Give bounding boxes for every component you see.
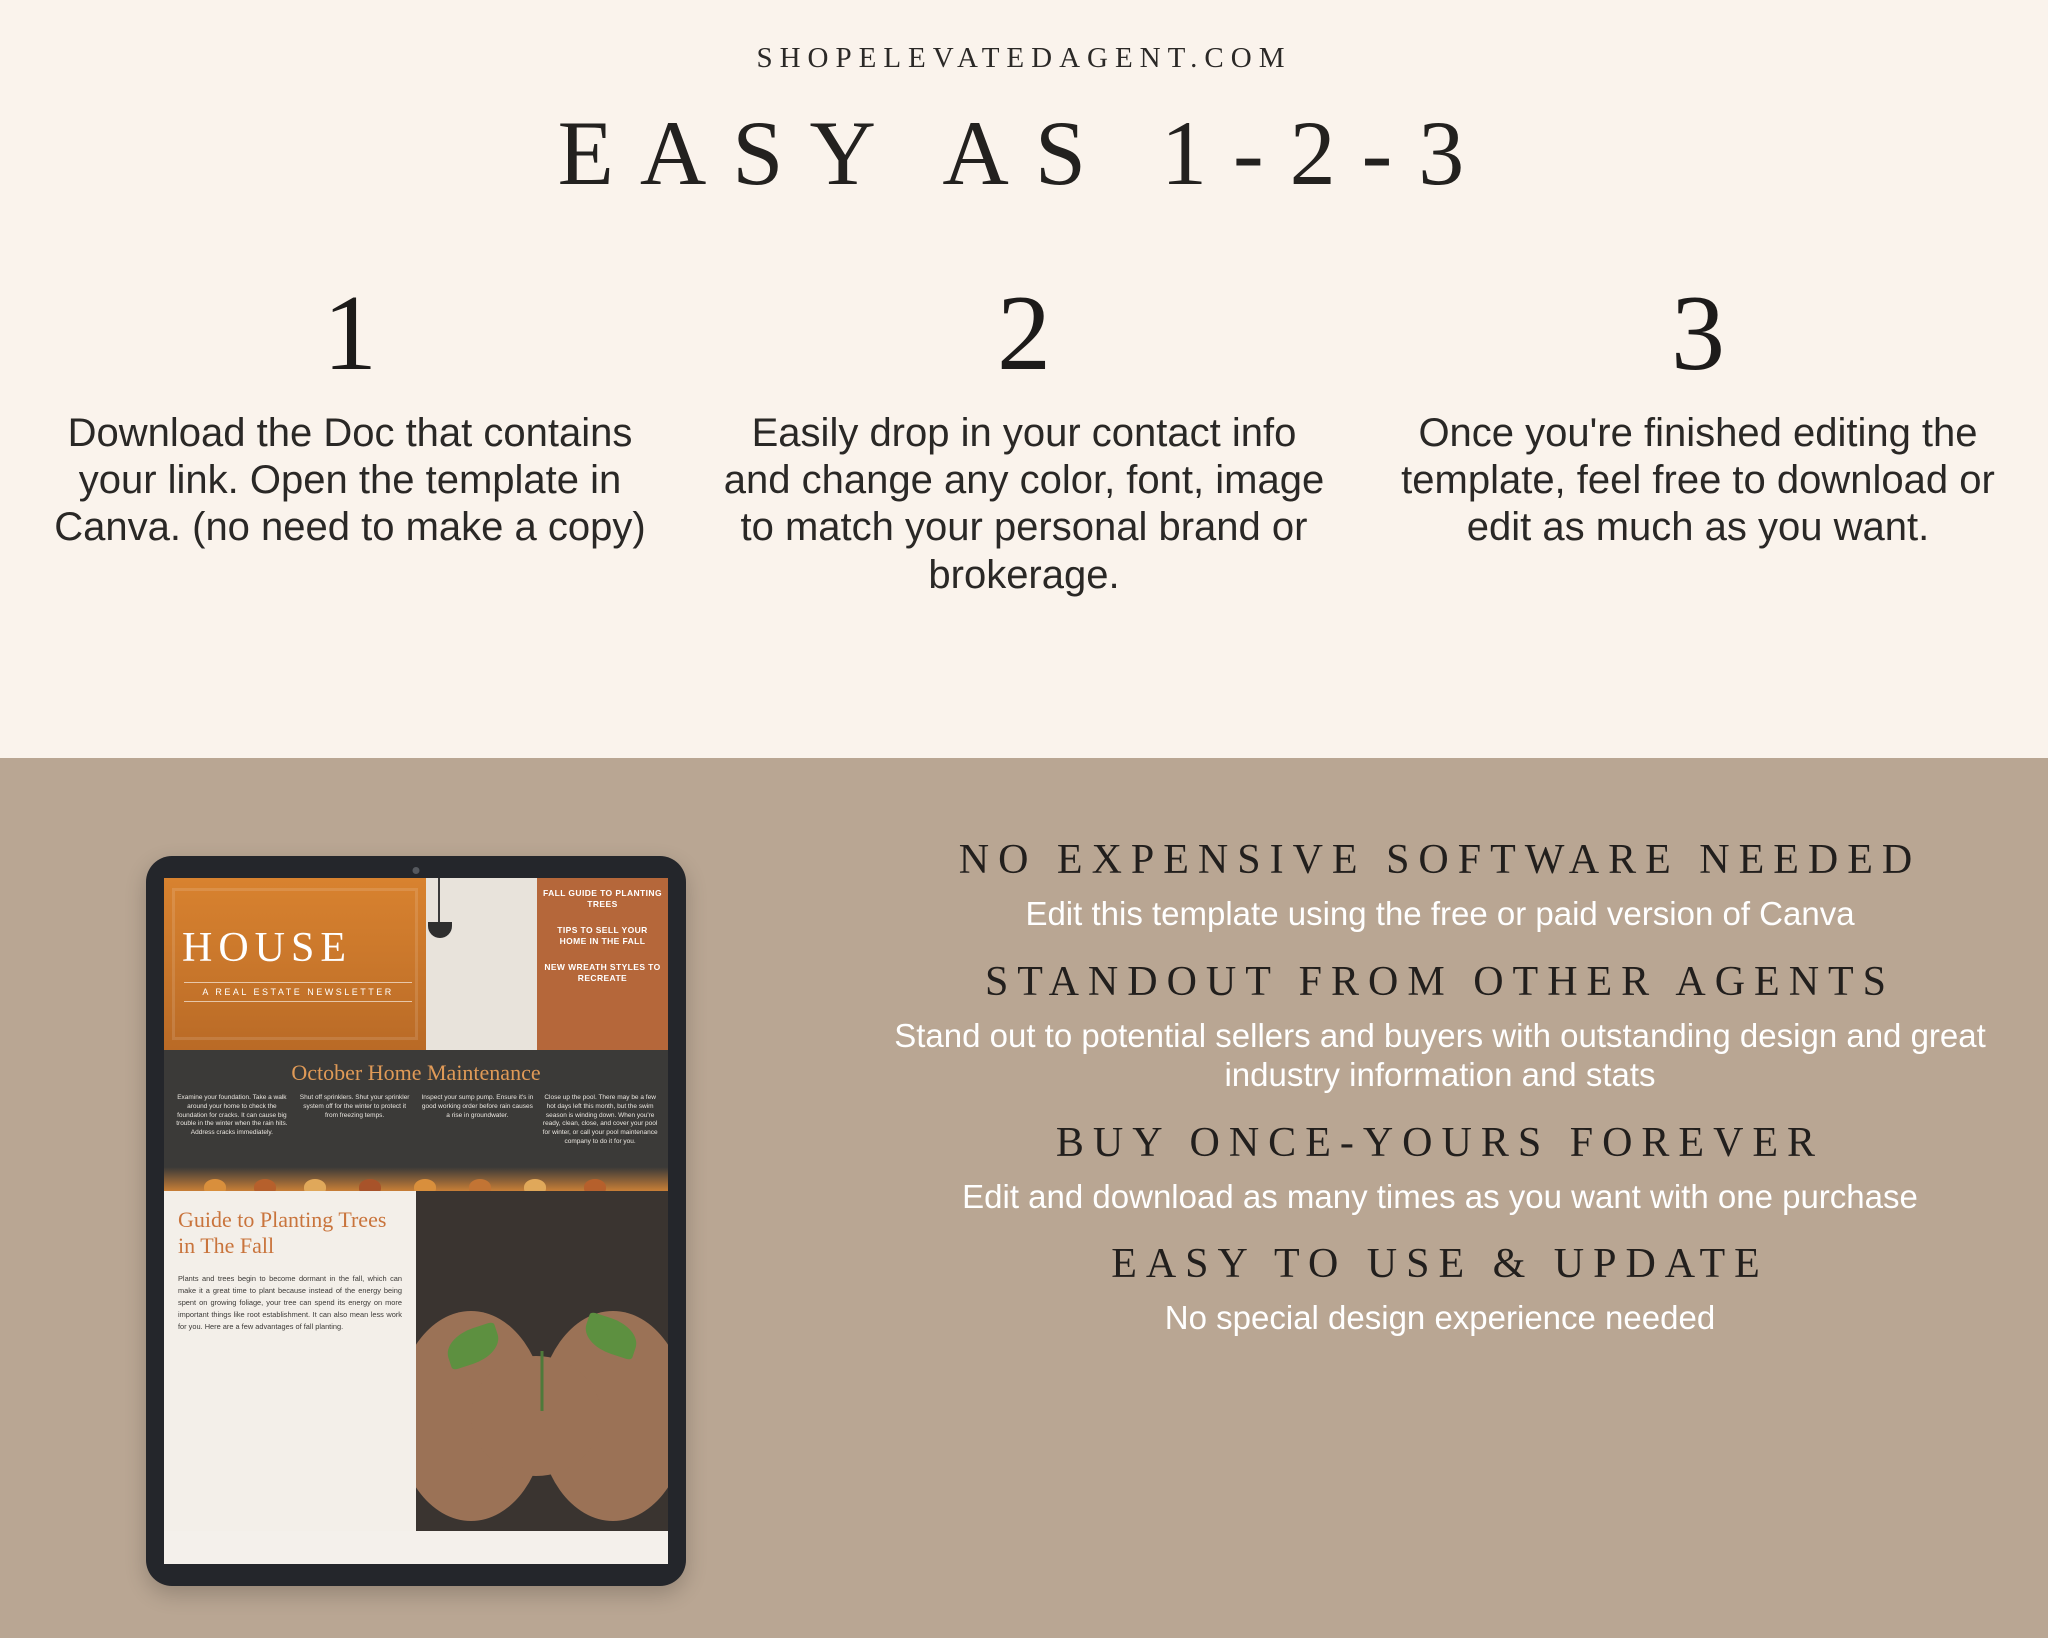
newsletter-lower (164, 1191, 668, 1531)
step-text-3: Once you're finished editing the template, feel free to download or edit as much as you want. (1401, 411, 1995, 550)
maintenance-col-3: Inspect your sump pump. Ensure it's in good working order before rain causes a rise in groundwater. (421, 1094, 534, 1119)
step-item-2 (704, 274, 1344, 599)
maintenance-col-2: Shut off sprinklers. Shut your sprinkler system off for the winter to protect it from freezing temps. (299, 1094, 410, 1119)
newsletter-hero (164, 878, 668, 1050)
maintenance-col-1: Examine your foundation. Take a walk around your home to check the foundation for cracks. It can cause big trouble in the winter when the rain hits. Address cracks immediately. (176, 1094, 288, 1137)
feature-body-2: Stand out to potential sellers and buyers with outstanding design and great industry information and stats (894, 1016, 1986, 1094)
newsletter-title: HOUSE (182, 925, 353, 971)
feature-heading-4: EASY TO USE & UPDATE (1111, 1241, 1769, 1288)
step-text-1: Download the Doc that contains your link. Open the template in Canva. (no need to make a copy) (54, 411, 646, 550)
feature-heading-1: NO EXPENSIVE SOFTWARE NEEDED (958, 837, 1922, 883)
feature-list (880, 836, 2000, 1338)
guide-body: Plants and trees begin to become dormant in the fall, which can make it a great time to plant because instead of the energy being spent on growing foliage, your tree can spend its energy on more important things like root establishment. It can also mean less work for you. Here are a few advantages of fall planting. (178, 1274, 402, 1331)
site-url: SHOPELEVATEDAGENT.COM (756, 42, 1292, 74)
guide-title: Guide to Planting Trees in The Fall (178, 1206, 387, 1258)
feature-body-4: No special design experience needed (1164, 1299, 1716, 1337)
maintenance-title: October Home Maintenance (291, 1060, 541, 1085)
headline-item-1: FALL GUIDE TO PLANTING TREES (542, 888, 662, 910)
tablet-mockup (146, 856, 686, 1586)
sprout-icon (541, 1351, 544, 1411)
feature-heading-3: BUY ONCE-YOURS FOREVER (1055, 1119, 1825, 1166)
camera-icon (413, 867, 420, 874)
leaves-decoration (164, 1157, 668, 1191)
headline-item-3: NEW WREATH STYLES TO RECREATE (544, 961, 661, 984)
bottom-section (0, 758, 2048, 1638)
tablet-screen (164, 878, 668, 1564)
newsletter-photo (426, 878, 537, 1050)
plant-photo (416, 1191, 668, 1531)
feature-body-3: Edit and download as many times as you want with one purchase (962, 1177, 1918, 1215)
step-number-3: 3 (1671, 274, 1725, 393)
maintenance-band (164, 1050, 668, 1157)
step-number-2: 2 (997, 274, 1051, 393)
lamp-icon (428, 922, 452, 938)
feature-item-2 (880, 958, 2000, 1095)
feature-body-1: Edit this template using the free or paid version of Canva (1025, 895, 1855, 932)
step-item-3 (1378, 274, 2018, 599)
maintenance-col-4: Close up the pool. There may be a few hot days left this month, but the swim season is winding down. When you're ready, clean, close, and cover your pool for winter, or call your pool maintenance company to do it for you. (542, 1094, 658, 1145)
step-text-2: Easily drop in your contact info and change any color, font, image to match your personal brand or brokerage. (723, 411, 1325, 597)
feature-item-1 (880, 836, 2000, 934)
steps-row (0, 274, 2048, 599)
step-number-1: 1 (323, 274, 377, 393)
headline-item-2: TIPS TO SELL YOUR HOME IN THE FALL (557, 924, 648, 947)
newsletter-headlines (537, 878, 668, 1050)
newsletter-subtitle: A REAL ESTATE NEWSLETTER (184, 982, 412, 1002)
page-title: EASY AS 1-2-3 (557, 102, 1491, 204)
feature-item-3 (880, 1119, 2000, 1217)
step-item-1 (30, 274, 670, 599)
maintenance-columns (174, 1094, 658, 1157)
guide-article (164, 1191, 416, 1531)
top-section (0, 0, 2048, 758)
feature-heading-2: STANDOUT FROM OTHER AGENTS (984, 958, 1896, 1005)
newsletter-masthead (164, 878, 426, 1050)
feature-item-4 (880, 1240, 2000, 1338)
